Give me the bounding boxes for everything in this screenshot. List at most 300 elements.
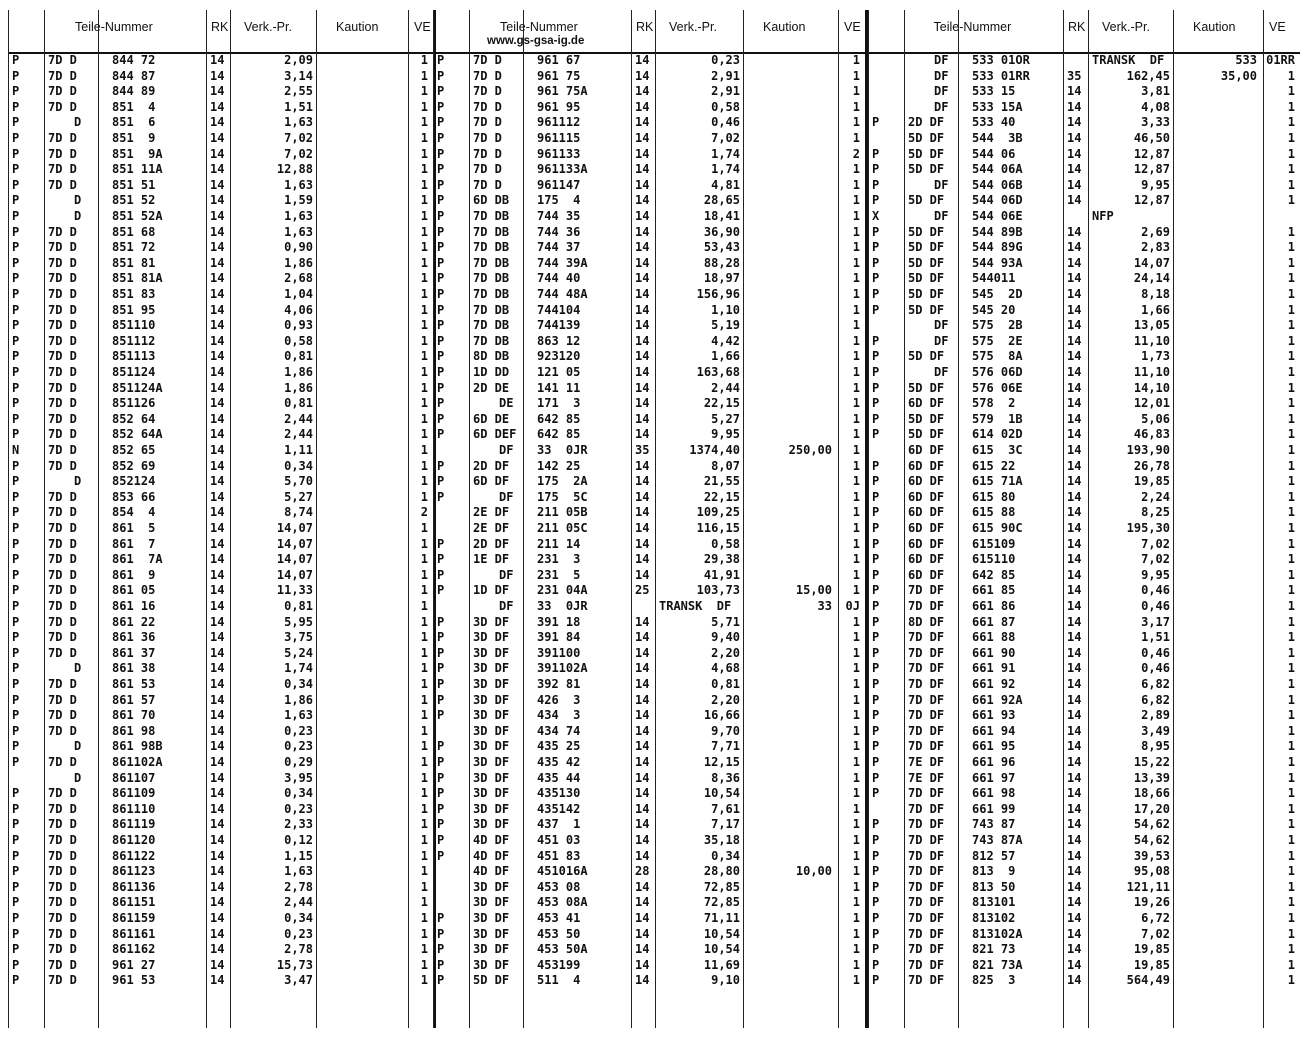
table-row	[8, 973, 433, 989]
ve-value: 1	[420, 365, 428, 379]
part-number: 851113	[112, 349, 156, 364]
ve-value: 1	[420, 942, 428, 957]
type-code: 6D DF	[908, 521, 945, 535]
status-code: P	[872, 942, 880, 957]
type-code: 5D DF	[908, 380, 945, 395]
type-code: 7D D	[48, 708, 77, 723]
rk-value: 14	[635, 318, 650, 333]
rk-value: 14	[635, 942, 650, 957]
table-row	[8, 209, 433, 225]
ve-value: 1	[1287, 677, 1295, 691]
part-number: 961 95	[537, 99, 581, 114]
table-row	[868, 115, 1300, 131]
rk-value: 14	[210, 162, 225, 177]
table-row	[8, 755, 433, 771]
type-code: D	[74, 193, 82, 208]
rk-value: 14	[1067, 458, 1082, 473]
sale-price: 9,40	[711, 630, 740, 645]
part-number: 961 75	[537, 68, 581, 83]
ve-value: 1	[852, 911, 860, 925]
rk-value: 14	[1067, 677, 1082, 691]
ve-value: 1	[1287, 99, 1295, 114]
part-number: 435 42	[537, 755, 581, 769]
type-code: 7D D	[48, 255, 77, 270]
sale-price: 163,68	[696, 365, 740, 379]
ve-value: 1	[1287, 911, 1295, 925]
status-code: P	[872, 255, 880, 270]
ve-value: 1	[852, 396, 860, 411]
status-code: P	[437, 661, 445, 676]
table-row	[868, 287, 1300, 303]
rk-value: 14	[1067, 817, 1082, 832]
table-row	[8, 724, 433, 740]
table-row	[8, 162, 433, 178]
sale-price: 1,63	[284, 864, 313, 879]
part-number: 861119	[112, 817, 156, 832]
status-code: P	[872, 770, 880, 785]
website-url: www.gs-gsa-ig.de	[487, 35, 585, 47]
type-code: 7D D	[48, 84, 77, 99]
rk-value: 14	[210, 365, 225, 379]
type-code: 4D DF	[473, 833, 510, 847]
sale-price: 16,66	[703, 708, 740, 723]
table-row	[8, 568, 433, 584]
rk-value: 14	[210, 630, 225, 645]
ve-value: 1	[420, 333, 428, 348]
type-code: DF	[934, 209, 949, 223]
table-row	[868, 443, 1300, 459]
table-row	[868, 771, 1300, 787]
type-code: 7D DF	[908, 942, 945, 957]
sale-price: 11,69	[703, 957, 740, 972]
ve-value: 1	[420, 817, 428, 832]
status-code: P	[437, 131, 445, 145]
type-code: 1D DD	[473, 365, 510, 379]
part-number: 435130	[537, 786, 581, 801]
sale-price: 11,10	[1133, 365, 1170, 379]
sale-price: 19,85	[1133, 474, 1170, 489]
rk-value: 14	[635, 271, 650, 286]
type-code: DF	[499, 443, 514, 457]
ve-value: 1	[852, 99, 860, 114]
part-number: 861 37	[112, 645, 156, 660]
type-code: 7D D	[48, 692, 77, 707]
table-row	[8, 115, 433, 131]
sale-price: 11,33	[276, 583, 313, 598]
rk-value: 14	[210, 209, 225, 223]
ve-value: 1	[852, 786, 860, 801]
ve-value: 1	[420, 833, 428, 847]
type-code: 7D D	[48, 68, 77, 83]
rk-value: 14	[1067, 661, 1082, 676]
status-code: P	[437, 801, 445, 816]
type-code: 7D D	[48, 240, 77, 255]
ve-value: 1	[852, 427, 860, 442]
type-code: 5D DF	[908, 302, 945, 317]
ve-value: 1	[852, 411, 860, 426]
type-code: 7D D	[48, 521, 77, 535]
rk-value: 14	[210, 131, 225, 145]
sale-price: 15,73	[276, 957, 313, 972]
ve-value: 1	[852, 973, 860, 988]
rk-value: 14	[635, 833, 650, 847]
table-row	[868, 552, 1300, 568]
part-number: 961 53	[112, 973, 156, 988]
rk-value: 14	[210, 833, 225, 847]
status-code: P	[437, 427, 445, 442]
rk-value: 14	[1067, 99, 1082, 114]
status-code: P	[437, 911, 445, 925]
ve-value: 1	[420, 567, 428, 582]
part-number: 744 39A	[537, 255, 588, 270]
type-code: 3D DF	[473, 661, 510, 676]
table-row	[868, 412, 1300, 428]
ve-value: 1	[420, 973, 428, 988]
rk-value: 14	[1067, 411, 1082, 426]
table-row	[868, 474, 1300, 490]
status-code: P	[872, 552, 880, 567]
table-row	[8, 131, 433, 147]
status-code: P	[12, 271, 20, 286]
table-row	[868, 162, 1300, 178]
status-code: P	[12, 53, 20, 67]
sale-price: 18,66	[1133, 786, 1170, 801]
part-number: 544 06B	[972, 177, 1023, 192]
rk-value: 14	[210, 770, 225, 785]
sale-price: 8,74	[284, 505, 313, 520]
part-number: 861 05	[112, 583, 156, 598]
sale-price: 121,11	[1126, 879, 1170, 894]
sale-price: 0,46	[1141, 599, 1170, 613]
table-row	[8, 927, 433, 943]
part-number: 661 93	[972, 708, 1016, 723]
part-number: 545 20	[972, 302, 1016, 317]
ve-value: 1	[420, 255, 428, 270]
status-code: P	[12, 193, 20, 208]
ve-value: 1	[852, 193, 860, 208]
part-number: 392 81	[537, 677, 581, 691]
status-code: P	[872, 177, 880, 192]
ve-value: 1	[852, 567, 860, 582]
type-code: 7D D	[48, 380, 77, 395]
table-row	[868, 100, 1300, 116]
part-number: 615 90C	[972, 521, 1023, 535]
ve-value: 1	[852, 536, 860, 551]
rk-value: 14	[210, 115, 225, 130]
type-code: 7D D	[48, 99, 77, 114]
type-code: 7D DF	[908, 630, 945, 645]
rk-value: 14	[1067, 131, 1082, 145]
status-code: P	[12, 209, 20, 223]
status-code: P	[437, 271, 445, 286]
type-code: 7D DF	[908, 957, 945, 972]
status-code: P	[872, 723, 880, 738]
rk-value: 14	[210, 599, 225, 613]
part-number: 861 5	[112, 521, 156, 535]
table-row	[868, 69, 1300, 85]
rk-value: 14	[210, 255, 225, 270]
sale-price: TRANSK DF	[1092, 53, 1165, 67]
type-code: 7D D	[48, 489, 77, 504]
rk-value: 14	[1067, 911, 1082, 925]
part-number: 175 4	[537, 193, 581, 208]
part-number: 851112	[112, 333, 156, 348]
part-number: 435142	[537, 801, 581, 816]
part-number: 141 11	[537, 380, 581, 395]
table-row	[433, 693, 865, 709]
sale-price: 0,23	[711, 53, 740, 67]
table-row	[433, 599, 865, 615]
status-code: P	[872, 567, 880, 582]
rk-value: 14	[1067, 84, 1082, 99]
type-code: 7D DF	[908, 786, 945, 801]
sale-price: 2,68	[284, 271, 313, 286]
sale-price: 7,02	[1141, 552, 1170, 567]
rk-value: 14	[635, 552, 650, 567]
table-row	[868, 240, 1300, 256]
type-code: 6D DF	[908, 567, 945, 582]
table-row	[433, 615, 865, 631]
sale-price: 2,44	[711, 380, 740, 395]
table-row	[433, 568, 865, 584]
type-code: 2D DE	[473, 380, 510, 395]
type-code: 7D DF	[908, 801, 945, 816]
type-code: 3D DF	[473, 755, 510, 769]
part-number: 451 83	[537, 848, 581, 863]
table-row	[868, 880, 1300, 896]
type-code: 7D D	[48, 349, 77, 364]
table-row	[433, 303, 865, 319]
rk-value: 14	[210, 396, 225, 411]
ve-value: 1	[420, 911, 428, 925]
ve-value: 1	[852, 240, 860, 255]
rk-value: 14	[635, 521, 650, 535]
part-number: 576 06D	[972, 365, 1023, 379]
ve-value: 1	[1287, 536, 1295, 551]
rk-value: 14	[1067, 770, 1082, 785]
sale-price: 0,81	[711, 677, 740, 691]
ve-value: 1	[420, 848, 428, 863]
ve-value: 1	[1287, 84, 1295, 99]
table-row	[433, 677, 865, 693]
rk-value: 14	[1067, 193, 1082, 208]
status-code: P	[437, 84, 445, 99]
type-code: 7D D	[48, 926, 77, 941]
table-row	[868, 708, 1300, 724]
table-row	[433, 802, 865, 818]
status-code: P	[12, 146, 20, 161]
rk-value: 14	[210, 567, 225, 582]
sale-price: 109,25	[696, 505, 740, 520]
type-code: 7D D	[48, 723, 77, 738]
sale-price: 2,44	[284, 411, 313, 426]
status-code: P	[872, 474, 880, 489]
rk-value: 14	[1067, 630, 1082, 645]
table-row	[433, 443, 865, 459]
ve-value: 1	[1287, 240, 1295, 255]
type-code: DE	[499, 396, 514, 411]
table-row	[433, 864, 865, 880]
sale-price: 6,72	[1141, 911, 1170, 925]
rk-value: 14	[635, 380, 650, 395]
rk-value: 14	[635, 287, 650, 301]
sale-price: 5,06	[1141, 411, 1170, 426]
sale-price: 3,75	[284, 630, 313, 645]
status-code: P	[12, 380, 20, 395]
sale-price: 4,08	[1141, 99, 1170, 114]
sale-price: 12,01	[1133, 396, 1170, 411]
sale-price: 3,49	[1141, 723, 1170, 738]
table-row	[868, 677, 1300, 693]
type-code: 7D D	[48, 318, 77, 333]
status-code: P	[12, 365, 20, 379]
part-number: 861 9	[112, 567, 156, 582]
rk-value: 14	[635, 973, 650, 988]
status-code: P	[437, 708, 445, 723]
type-code: DF	[934, 177, 949, 192]
part-number: 575 8A	[972, 349, 1023, 364]
sale-price: 0,58	[284, 333, 313, 348]
type-code: 5D DF	[908, 131, 945, 145]
ve-value: 1	[852, 365, 860, 379]
table-row	[433, 100, 865, 116]
part-number: 861120	[112, 833, 156, 847]
sale-price: 1,86	[284, 365, 313, 379]
status-code: P	[12, 926, 20, 941]
status-code: P	[437, 755, 445, 769]
type-code: 7D D	[48, 817, 77, 832]
status-code: P	[437, 458, 445, 473]
status-code: P	[12, 801, 20, 816]
sale-price: 12,15	[703, 755, 740, 769]
part-number: 744139	[537, 318, 581, 333]
header-price: Verk.-Pr.	[244, 20, 292, 34]
rk-value: 14	[1067, 692, 1082, 707]
status-code: P	[872, 458, 880, 473]
rk-value: 14	[1067, 380, 1082, 395]
type-code: 7D DB	[473, 333, 510, 348]
type-code: 3D DF	[473, 708, 510, 723]
type-code: 7D D	[473, 177, 502, 192]
ve-value: 1	[420, 895, 428, 910]
ve-value: 1	[852, 505, 860, 520]
sale-price: 0,58	[711, 536, 740, 551]
rk-value: 14	[1067, 942, 1082, 957]
status-code: P	[12, 458, 20, 473]
ve-value: 1	[420, 68, 428, 83]
type-code: 3D DF	[473, 723, 510, 738]
table-row	[433, 271, 865, 287]
type-code: 7D DF	[908, 973, 945, 988]
status-code: P	[12, 411, 20, 426]
status-code: P	[12, 84, 20, 99]
table-row	[433, 911, 865, 927]
status-code: P	[437, 817, 445, 832]
ve-value: 1	[852, 723, 860, 738]
table-row	[868, 693, 1300, 709]
type-code: 7D D	[48, 536, 77, 551]
sale-price: 9,70	[711, 723, 740, 738]
sale-price: 71,11	[703, 911, 740, 925]
ve-value: 1	[852, 349, 860, 364]
part-number: 661 90	[972, 645, 1016, 660]
type-code: 5D DF	[908, 427, 945, 442]
rk-value: 14	[635, 333, 650, 348]
rk-value: 14	[1067, 365, 1082, 379]
type-code: 7D DF	[908, 661, 945, 676]
ve-value: 1	[420, 396, 428, 411]
sale-price: 46,50	[1133, 131, 1170, 145]
rk-value: 14	[210, 583, 225, 598]
ve-value: 1	[420, 692, 428, 707]
ve-value: 1	[1287, 505, 1295, 520]
type-code: 5D DF	[908, 146, 945, 161]
table-row	[868, 630, 1300, 646]
status-code: P	[872, 614, 880, 629]
table-row	[8, 849, 433, 865]
price-table-section	[433, 10, 865, 1040]
type-code: 7D DF	[908, 879, 945, 894]
table-row	[868, 365, 1300, 381]
rk-value: 14	[635, 302, 650, 317]
table-row	[8, 911, 433, 927]
table-row	[8, 708, 433, 724]
part-number: 861 7	[112, 536, 156, 551]
table-row	[8, 69, 433, 85]
type-code: 5D DF	[908, 255, 945, 270]
status-code: P	[12, 287, 20, 301]
ve-value: 1	[420, 318, 428, 333]
table-row	[433, 583, 865, 599]
rk-value: 14	[1067, 349, 1082, 364]
type-code: 7D D	[48, 848, 77, 863]
status-code: P	[437, 193, 445, 208]
part-number: 533 01RR	[972, 68, 1030, 83]
sale-price: 1374,40	[689, 443, 740, 457]
sale-price: 10,54	[703, 942, 740, 957]
part-number: 661 97	[972, 770, 1016, 785]
part-number: 812 57	[972, 848, 1016, 863]
sale-price: 14,07	[276, 536, 313, 551]
rk-value: 14	[210, 84, 225, 99]
rk-value: 14	[635, 739, 650, 754]
sale-price: 35,18	[703, 833, 740, 847]
ve-value: 1	[1287, 957, 1295, 972]
status-code: P	[12, 739, 20, 754]
part-number: 851 95	[112, 302, 156, 317]
table-row	[868, 537, 1300, 553]
type-code: 7D DF	[908, 895, 945, 910]
table-row	[8, 256, 433, 272]
status-code: P	[437, 739, 445, 754]
type-code: 7D D	[48, 879, 77, 894]
table-row	[868, 661, 1300, 677]
status-code: P	[437, 411, 445, 426]
sale-price: 28,65	[703, 193, 740, 208]
status-code: P	[12, 833, 20, 847]
ve-value: 1	[1287, 380, 1295, 395]
sale-price: 195,30	[1126, 521, 1170, 535]
sale-price: 17,20	[1133, 801, 1170, 816]
rk-value: 14	[210, 427, 225, 442]
table-row	[868, 84, 1300, 100]
ve-value: 1	[1287, 193, 1295, 208]
rk-value: 14	[635, 755, 650, 769]
ve-value: 1	[1287, 614, 1295, 629]
status-code: P	[437, 380, 445, 395]
type-code: 1E DF	[473, 552, 510, 567]
part-number: 142 25	[537, 458, 581, 473]
